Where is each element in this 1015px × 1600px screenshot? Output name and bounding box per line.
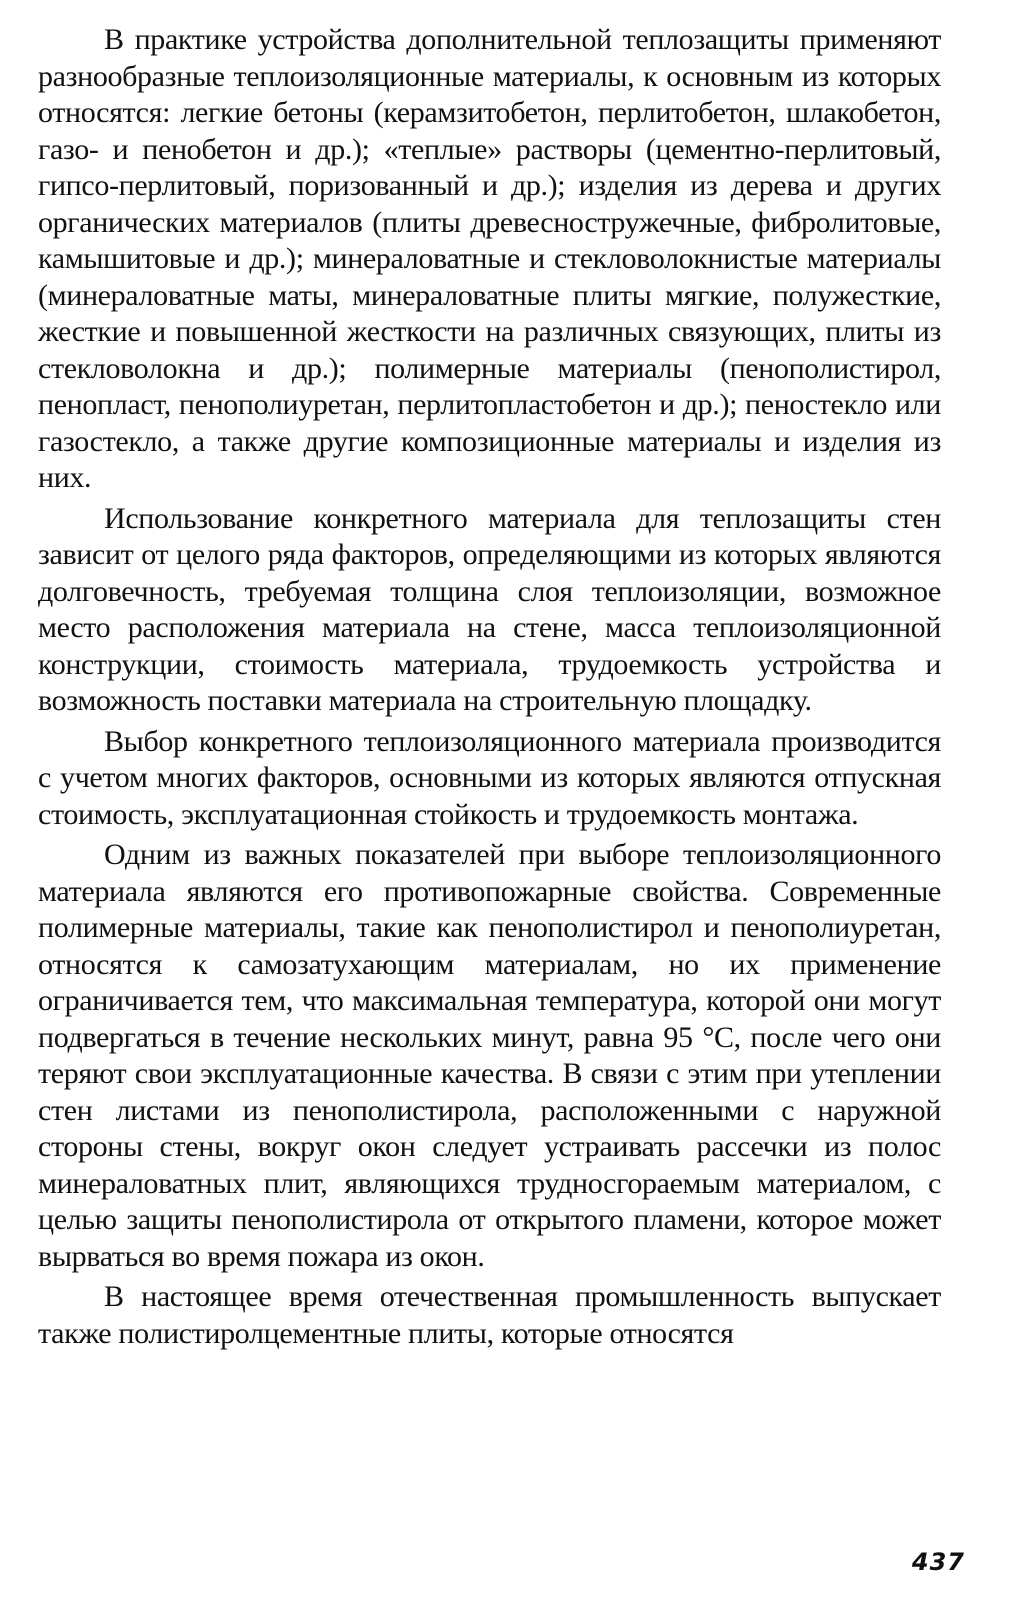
page-number: 437 — [911, 1548, 965, 1576]
paragraph-polystyrene-cement-plates: В настоящее время отечественная промышленность выпускает также полистиролцементные плиты, которые относятся — [38, 1280, 941, 1350]
paragraph-fire-properties: Одним из важных показателей при выборе теплоизоляционного материала являются его противопожарные свойства. Современные полимерные материалы, такие как пенополистирол и пенополиуретан, относятся к самозатухающим материалам, но их применение ограничивается тем, что максимальная температура, которой они могут подвергаться в течение нескольких минут, равна 95 °С, после чего они теряют свои эксплуатационные качества. В связи с этим при утеплении стен листами из пенополистирола, расположенными с наружной стороны стены, вокруг окон следует устраивать рассечки из полос минераловатных плит, являющихся трудносгораемым материалом, с целью защиты пенополистирола от открытого пламени, которое может вырваться во время пожара из окон. — [38, 838, 941, 1273]
paragraph-choice-criteria: Выбор конкретного теплоизоляционного материала производится с учетом многих факторов, основными из которых являются отпускная стоимость, эксплуатационная стойкость и трудоемкость монтажа. — [38, 724, 941, 831]
paragraph-insulation-materials: В практике устройства дополнительной теплозащиты применяют разнообразные теплоизоляционные материалы, к основным из которых относятся: легкие бетоны (керамзитобетон, перлитобетон, шлакобетон, газо- и пенобетон и др.); «теплые» растворы (цементно-перлитовый, гипсо-перлитовый, поризованный и др.); изделия из дерева и других органических материалов (плиты древесностружечные, фибролитовые, камышитовые и др.); минераловатные и стекловолокнистые материалы (минераловатные маты, минераловатные плиты мягкие, полужесткие, жесткие и повышенной жесткости на различных связующих, плиты из стекловолокна и др.); полимерные материалы (пенополистирол, пенопласт, пенополиуретан, перлитопластобетон и др.); пеностекло или газостекло, а также другие композиционные материалы и изделия из них. — [38, 23, 941, 494]
page-body — [38, 22, 941, 1356]
paragraph-material-selection-factors: Использование конкретного материала для теплозащиты стен зависит от целого ряда факторов, определяющими из которых являются долговечность, требуемая толщина слоя теплоизоляции, возможное место расположения материала на стене, масса теплоизоляционной конструкции, стоимость материала, трудоемкость устройства и возможность поставки материала на строительную площадку. — [38, 501, 941, 717]
